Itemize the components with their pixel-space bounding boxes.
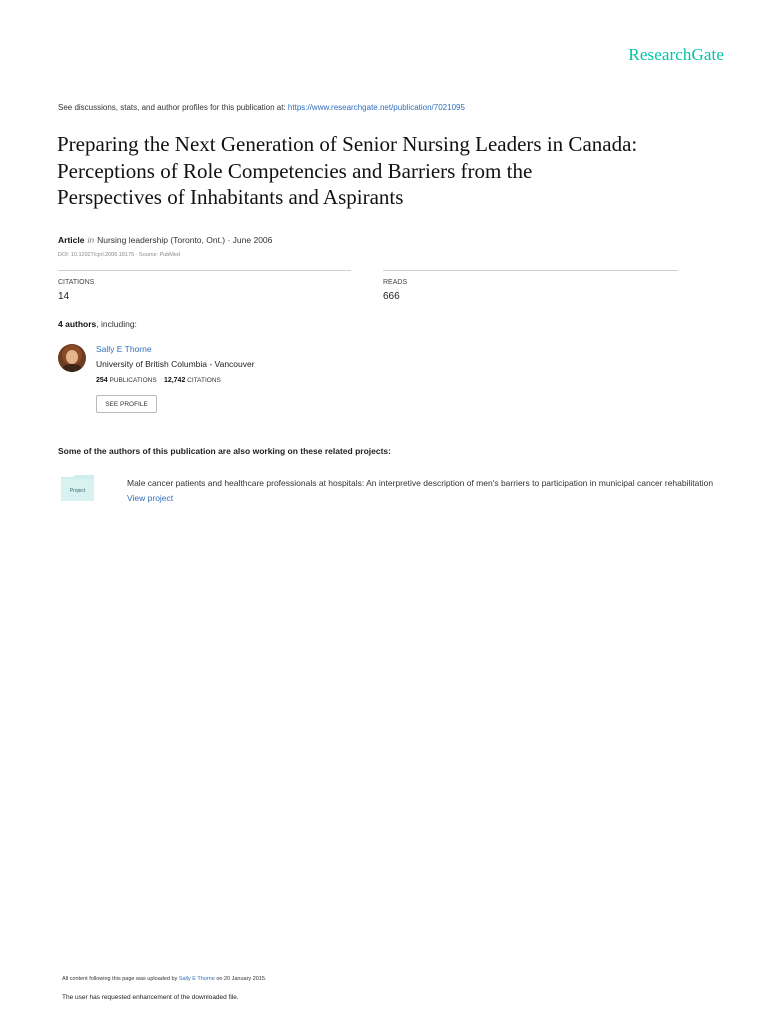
upload-suffix: on 20 January 2015. xyxy=(216,976,267,982)
see-discussions-line xyxy=(58,103,465,112)
authors-count: 4 authors xyxy=(58,319,97,329)
folder-icon xyxy=(61,474,94,501)
author-name-link[interactable]: Sally E Thorne xyxy=(96,344,152,354)
publication-link[interactable]: https://www.researchgate.net/publication/7021095 xyxy=(287,103,465,112)
avatar[interactable] xyxy=(58,344,86,372)
author-publications-count: 254 xyxy=(96,377,108,384)
authors-heading xyxy=(58,319,137,329)
reads-count: 666 xyxy=(383,291,400,302)
title-line: Perspectives of Inhabitants and Aspirants xyxy=(57,185,404,209)
title-line: Perceptions of Role Competencies and Barriers from the xyxy=(57,158,533,183)
project-icon-label: Project xyxy=(69,488,86,494)
page-title xyxy=(57,131,737,211)
in-label: in xyxy=(87,235,95,245)
author-citations-count: 12,742 xyxy=(163,377,186,384)
project-folder-icon[interactable] xyxy=(61,474,94,501)
researchgate-logo[interactable]: ResearchGate xyxy=(628,45,724,64)
author-publications-label: PUBLICATIONS xyxy=(109,377,157,384)
author-stats xyxy=(96,377,221,384)
related-projects-heading: Some of the authors of this publication are also working on these related projects: xyxy=(58,446,391,456)
journal-name: Nursing leadership (Toronto, Ont.) · June 2006 xyxy=(97,235,273,245)
doi-line: DOI: 10.12927/cjnl.2006.18175 · Source: PubMed xyxy=(58,252,180,258)
view-project-link[interactable]: View project xyxy=(127,493,174,503)
title-line: Preparing the Next Generation of Senior Nursing Leaders in Canada: xyxy=(57,132,638,156)
citations-count: 14 xyxy=(58,291,70,302)
upload-note xyxy=(62,976,266,982)
see-profile-button[interactable]: SEE PROFILE xyxy=(96,395,157,413)
uploader-link[interactable]: Sally E Thorne xyxy=(178,976,215,982)
avatar-image xyxy=(58,344,86,372)
article-type: Article xyxy=(58,235,85,245)
see-text: See discussions, stats, and author profiles for this publication at: xyxy=(58,103,286,112)
author-affiliation: University of British Columbia - Vancouver xyxy=(96,359,255,369)
project-description xyxy=(127,476,717,506)
citations-label: CITATIONS xyxy=(58,279,95,286)
authors-suffix: , including: xyxy=(96,319,137,329)
enhancement-note: The user has requested enhancement of the downloaded file. xyxy=(62,994,239,1001)
upload-prefix: All content following this page was uploaded by xyxy=(62,976,178,982)
citations-divider xyxy=(58,270,351,271)
reads-divider xyxy=(383,270,678,271)
publication-meta xyxy=(58,235,272,245)
reads-label: READS xyxy=(383,279,408,286)
author-citations-label: CITATIONS xyxy=(187,377,221,384)
project-text: Male cancer patients and healthcare professionals at hospitals: An interpretive description of men's barriers to participation in municipal cancer rehabilitation xyxy=(127,478,714,488)
